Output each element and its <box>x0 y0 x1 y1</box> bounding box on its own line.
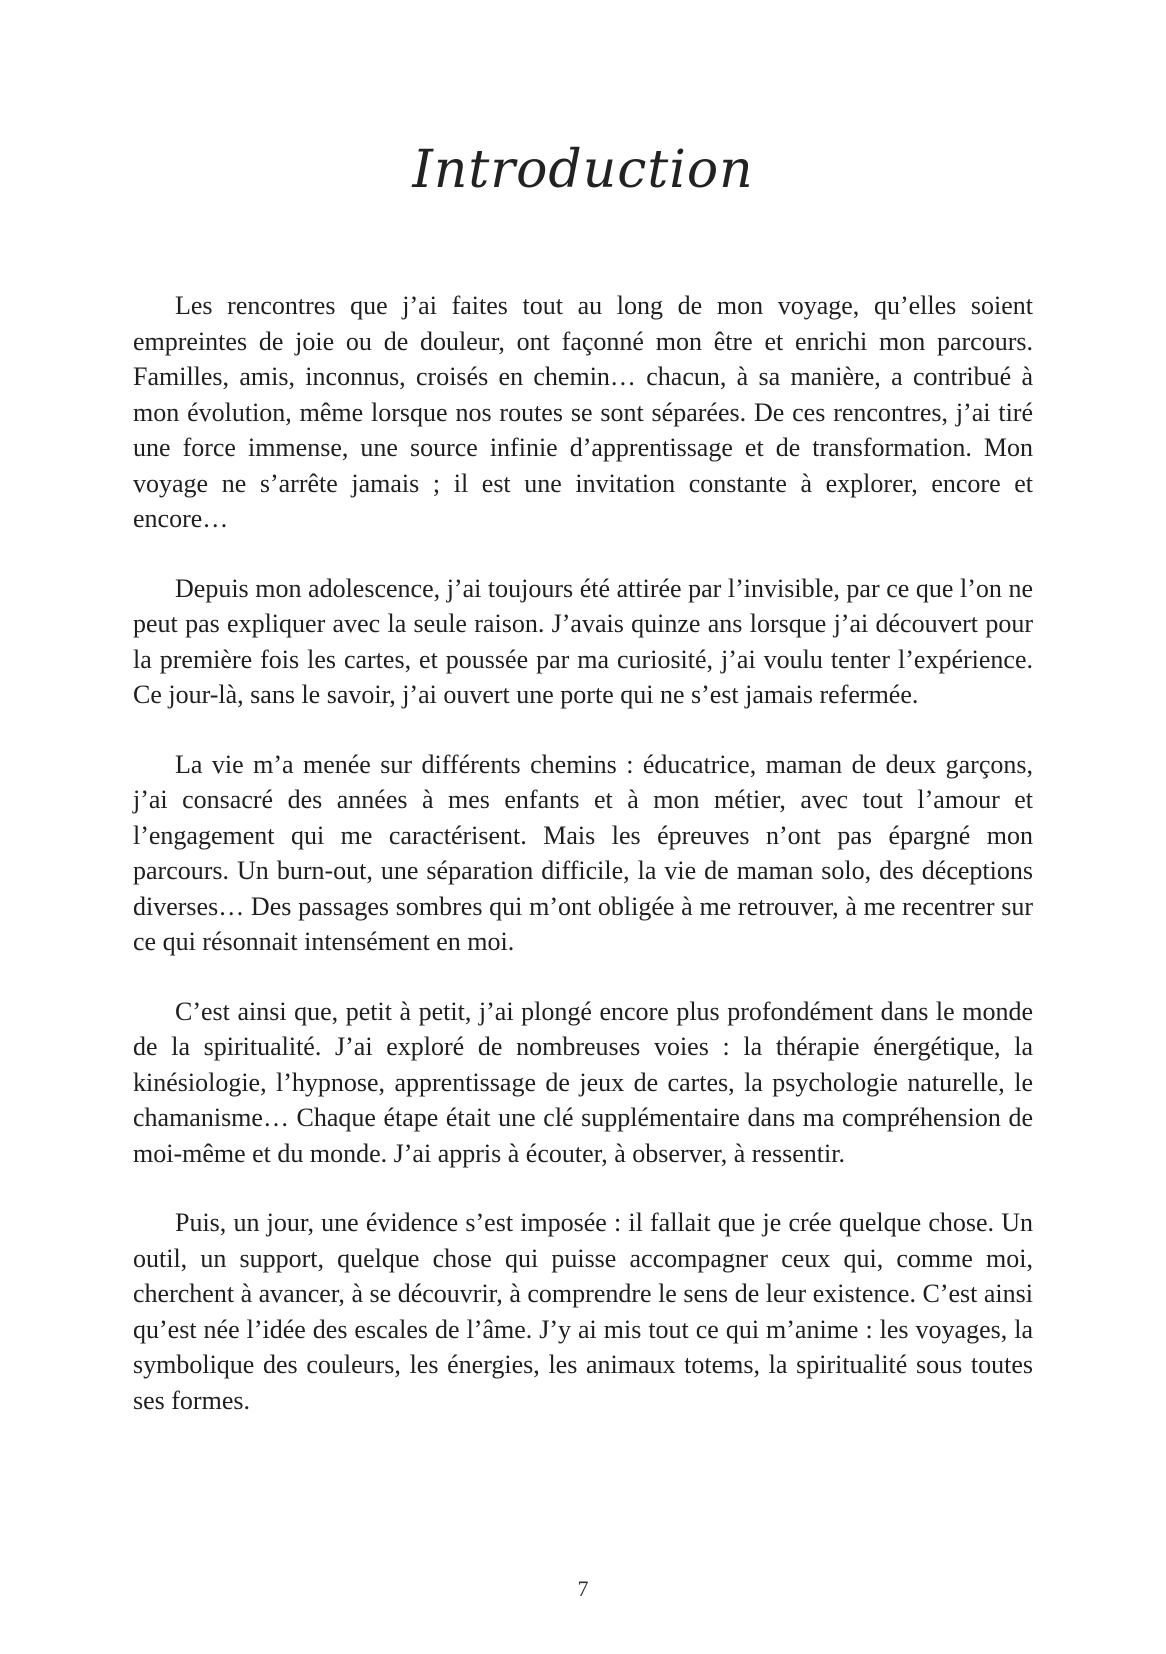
paragraph: C’est ainsi que, petit à petit, j’ai plongé encore plus profondément dans le monde de la spiritualité. J’ai exploré de nombreuses voies : la thérapie énergétique, la kinésiologie, l’hypnose, apprentissage de jeux de cartes, la psychologie naturelle, le chamanisme… Chaque étape était une clé supplémentaire dans ma compréhension de moi-même et du monde. J’ai appris à écouter, à observer, à ressentir. <box>133 996 1033 1168</box>
body-text <box>133 288 1033 1452</box>
paragraph: La vie m’a menée sur différents chemins : éducatrice, maman de deux garçons, j’ai consacré des années à mes enfants et à mon métier, avec tout l’amour et l’engagement qui me caractérisent. Mais les épreuves n’ont pas épargné mon parcours. Un burn-out, une séparation difficile, la vie de maman solo, des déceptions diverses… Des passages sombres qui m’ont obligée à me retrouver, à me recentrer sur ce qui résonnait intensément en moi. <box>133 749 1033 956</box>
page-number: 7 <box>577 1576 589 1601</box>
paragraph: Les rencontres que j’ai faites tout au long de mon voyage, qu’elles soient empreintes de joie ou de douleur, ont façonné mon être et enrichi mon parcours. Familles, amis, inconnus, croisés en chemin… chacun, à sa manière, a contribué à mon évolution, même lorsque nos routes se sont séparées. De ces rencontres, j’ai tiré une force immense, une source infinie d’apprentissage et de transformation. Mon voyage ne s’arrête jamais ; il est une invitation constante à explorer, encore et encore… <box>133 291 1033 533</box>
page-title: Introduction <box>412 140 754 200</box>
paragraph: Puis, un jour, une évidence s’est imposée : il fallait que je crée quelque chose. Un outil, un support, quelque chose qui puisse accompagner ceux qui, comme moi, cherchent à avancer, à se découvrir, à comprendre le sens de leur existence. C’est ainsi qu’est née l’idée des escales de l’âme. J’y ai mis tout ce qui m’anime : les voyages, la symbolique des couleurs, les énergies, les animaux totems, la spiritualité sous toutes ses formes. <box>133 1208 1033 1415</box>
paragraph: Depuis mon adolescence, j’ai toujours été attirée par l’invisible, par ce que l’on ne peut pas expliquer avec la seule raison. J’avais quinze ans lorsque j’ai découvert pour la première fois les cartes, et poussée par ma curiosité, j’ai voulu tenter l’expérience. Ce jour-là, sans le savoir, j’ai ouvert une porte qui ne s’est jamais refermée. <box>133 573 1033 709</box>
